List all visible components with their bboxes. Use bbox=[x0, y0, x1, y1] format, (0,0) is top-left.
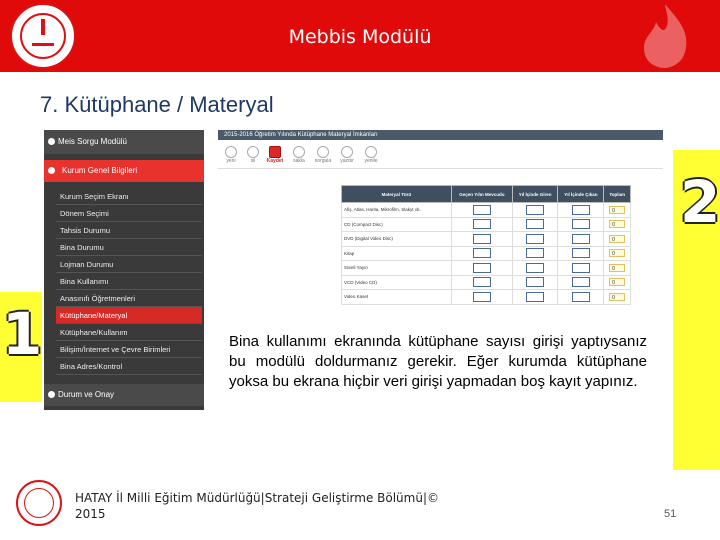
menu-item[interactable]: Tahsis Durumu bbox=[56, 222, 202, 239]
panel-title-bar: 2015-2016 Öğretim Yılında Kütüphane Materyal İmkanları bbox=[218, 130, 663, 140]
entered-input[interactable] bbox=[526, 234, 544, 244]
table-row bbox=[342, 246, 631, 261]
total-field: 0 bbox=[609, 278, 625, 286]
form-toolbar bbox=[218, 144, 663, 169]
material-type: CD (Compact Disc) bbox=[342, 217, 452, 232]
previous-year-input[interactable] bbox=[473, 263, 491, 273]
disk-icon bbox=[293, 146, 305, 158]
entered-input[interactable] bbox=[526, 248, 544, 258]
total-field: 0 bbox=[609, 206, 625, 214]
column-header: Yıl İçinde Çıkan bbox=[558, 186, 604, 203]
tool-label: sorgula bbox=[314, 158, 332, 164]
menu-top-item[interactable] bbox=[44, 130, 204, 154]
bullet-icon bbox=[48, 138, 55, 145]
menu-item[interactable]: Anasınıfı Öğretmenleri bbox=[56, 290, 202, 307]
bullet-icon bbox=[48, 391, 55, 398]
exited-input[interactable] bbox=[572, 205, 590, 215]
material-form-panel bbox=[218, 130, 663, 305]
search-icon bbox=[317, 146, 329, 158]
print-icon bbox=[341, 146, 353, 158]
material-type: Süreli Yayın bbox=[342, 261, 452, 276]
exited-input[interactable] bbox=[572, 248, 590, 258]
callout-number-2: 2 bbox=[680, 168, 720, 236]
table-header-row bbox=[342, 186, 631, 203]
previous-year-input[interactable] bbox=[473, 205, 491, 215]
menu-section-header[interactable] bbox=[44, 160, 204, 182]
previous-year-input[interactable] bbox=[473, 219, 491, 229]
column-header: Materyal Türü bbox=[342, 186, 452, 203]
total-field: 0 bbox=[609, 235, 625, 243]
table-row bbox=[342, 275, 631, 290]
menu-bottom-item[interactable] bbox=[44, 384, 204, 406]
refresh-icon bbox=[365, 146, 377, 158]
tool-label: yenile bbox=[364, 158, 378, 164]
instruction-text: Bina kullanımı ekranında kütüphane sayısı girişi yaptıysanız bu modülü doldurmanız gerekir. Eğer kurumda kütüphane yoksa bu ekrana hiçbir veri girişi yapmadan boş kayıt yapınız. bbox=[229, 333, 647, 390]
table-row bbox=[342, 290, 631, 305]
total-field: 0 bbox=[609, 220, 625, 228]
footer-logo bbox=[16, 480, 62, 526]
material-table bbox=[341, 185, 631, 305]
material-type: Video Kaset bbox=[342, 290, 452, 305]
tool-label: Kaydet bbox=[266, 158, 284, 164]
tool-label: yeni bbox=[226, 158, 236, 164]
tool-label: yazdır bbox=[340, 158, 354, 164]
exited-input[interactable] bbox=[572, 234, 590, 244]
page-number: 51 bbox=[664, 508, 677, 520]
tool-label: sakla bbox=[293, 158, 305, 164]
previous-year-input[interactable] bbox=[473, 292, 491, 302]
total-field: 0 bbox=[609, 293, 625, 301]
menu-item[interactable]: Bina Kullanımı bbox=[56, 273, 202, 290]
refresh-button[interactable] bbox=[360, 146, 382, 164]
previous-year-input[interactable] bbox=[473, 248, 491, 258]
menu-bottom-label: Durum ve Onay bbox=[58, 390, 115, 399]
menu-item[interactable]: Kurum Seçim Ekranı bbox=[56, 188, 202, 205]
footer-text: HATAY İl Milli Eğitim Müdürlüğü|Strateji Geliştirme Bölümü|© 2015 bbox=[75, 491, 439, 521]
exited-input[interactable] bbox=[572, 277, 590, 287]
table-row bbox=[342, 203, 631, 218]
material-type: DVD (Digital Video Disc) bbox=[342, 232, 452, 247]
entered-input[interactable] bbox=[526, 277, 544, 287]
menu-section-label: Kurum Genel Bilgileri bbox=[62, 166, 138, 175]
tool-label: sil bbox=[250, 158, 256, 164]
print-button[interactable] bbox=[336, 146, 358, 164]
exited-input[interactable] bbox=[572, 263, 590, 273]
plus-icon bbox=[225, 146, 237, 158]
material-type: VCD (Video CD) bbox=[342, 275, 452, 290]
menu-item[interactable]: Lojman Durumu bbox=[56, 256, 202, 273]
menu-item[interactable]: Bilişim/İnternet ve Çevre Birimleri bbox=[56, 341, 202, 358]
exited-input[interactable] bbox=[572, 292, 590, 302]
menu-item[interactable]: Kütüphane/Kullanım bbox=[56, 324, 202, 341]
menu-item-active[interactable]: Kütüphane/Materyal bbox=[56, 307, 202, 324]
mebbis-sidebar-menu bbox=[44, 130, 204, 410]
store-button[interactable] bbox=[288, 146, 310, 164]
column-header: Yıl İçinde Giren bbox=[512, 186, 557, 203]
delete-button[interactable] bbox=[242, 146, 264, 164]
table-row bbox=[342, 261, 631, 276]
menu-item[interactable]: Dönem Seçimi bbox=[56, 205, 202, 222]
entered-input[interactable] bbox=[526, 292, 544, 302]
menu-item[interactable]: Bina Durumu bbox=[56, 239, 202, 256]
total-field: 0 bbox=[609, 264, 625, 272]
menu-top-label: Meis Sorgu Modülü bbox=[58, 137, 127, 146]
save-button[interactable] bbox=[264, 146, 286, 164]
callout-number-1: 1 bbox=[2, 300, 43, 368]
column-header: Geçen Yılın Mevcudu bbox=[451, 186, 512, 203]
previous-year-input[interactable] bbox=[473, 277, 491, 287]
material-type: Kitap bbox=[342, 246, 452, 261]
slide-title: 7. Kütüphane / Materyal bbox=[40, 92, 274, 117]
table-row bbox=[342, 217, 631, 232]
header-title: Mebbis Modülü bbox=[288, 26, 432, 48]
entered-input[interactable] bbox=[526, 219, 544, 229]
entered-input[interactable] bbox=[526, 263, 544, 273]
save-icon bbox=[269, 146, 281, 158]
table-row bbox=[342, 232, 631, 247]
new-button[interactable] bbox=[220, 146, 242, 164]
entered-input[interactable] bbox=[526, 205, 544, 215]
query-button[interactable] bbox=[312, 146, 334, 164]
footer-logo-ring bbox=[24, 488, 54, 518]
column-header: Toplam bbox=[604, 186, 631, 203]
exited-input[interactable] bbox=[572, 219, 590, 229]
header-bar bbox=[0, 0, 720, 72]
previous-year-input[interactable] bbox=[473, 234, 491, 244]
total-field: 0 bbox=[609, 249, 625, 257]
flame-watermark-icon bbox=[630, 2, 700, 70]
bullet-icon bbox=[48, 167, 55, 174]
menu-item[interactable]: Bina Adres/Kontrol bbox=[56, 358, 202, 375]
trash-icon bbox=[247, 146, 259, 158]
material-type: Afiş, Atlas, Harita, Mikrofilm, Slakyt vb. bbox=[342, 203, 452, 218]
